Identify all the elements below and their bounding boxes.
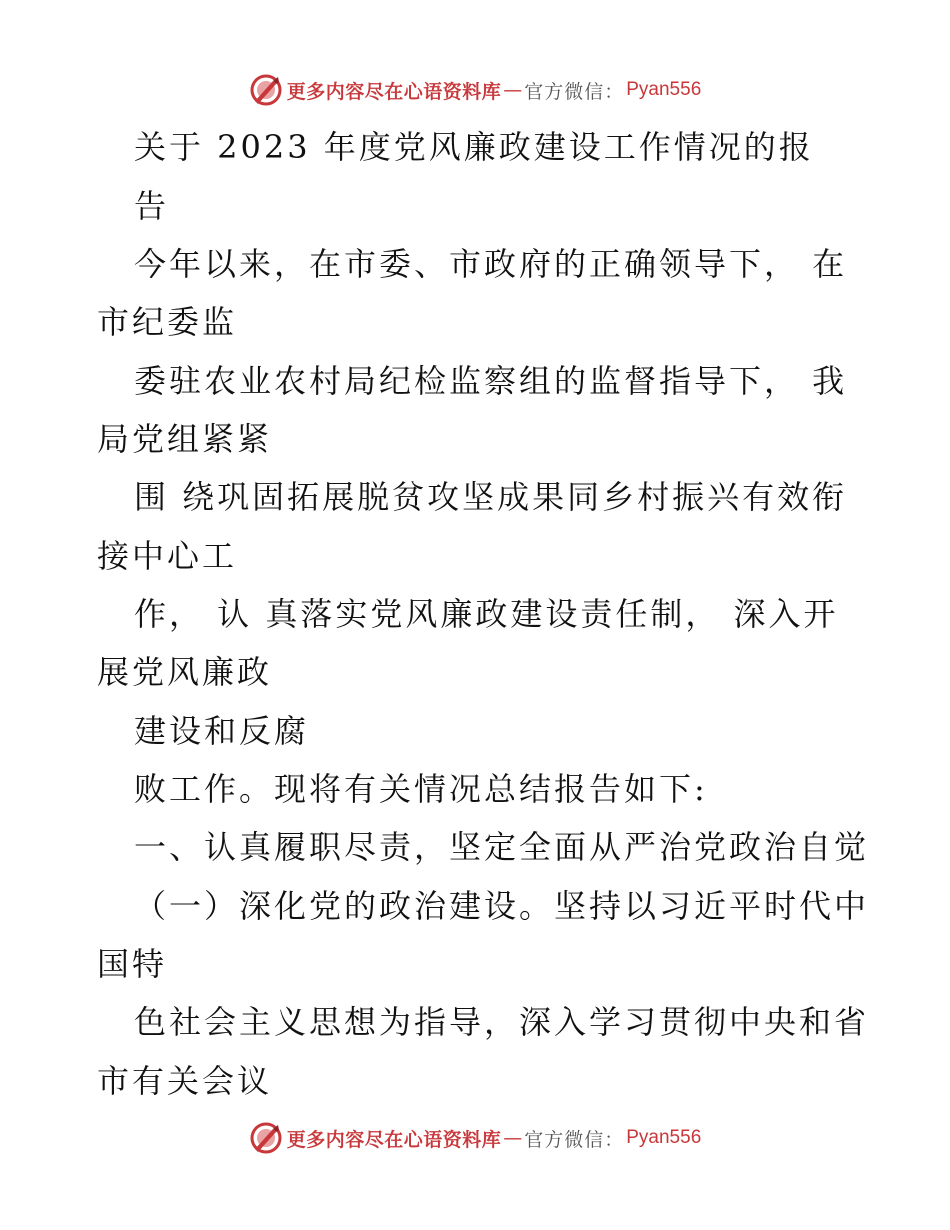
banner-wechat-label: 官方微信： xyxy=(524,80,625,103)
doc-text-line: 局党组紧紧 xyxy=(97,420,273,458)
doc-text-line: 委驻农业农村局纪检监察组的监督指导下， 我 xyxy=(134,362,848,400)
banner-wechat-label: 官方微信： xyxy=(524,1128,625,1151)
doc-text-line: 围 绕巩固拓展脱贫攻坚成果同乡村振兴有效衔 xyxy=(134,478,848,516)
footer-watermark xyxy=(0,1118,950,1158)
banner-wechat-id: Pyan556 xyxy=(626,1127,702,1148)
doc-text-line: 建设和反腐 xyxy=(134,712,310,750)
banner-lead-text: 更多内容尽在心语资料库 xyxy=(286,80,502,103)
banner-wechat-id: Pyan556 xyxy=(626,79,702,100)
doc-section-heading: 一、认真履职尽责，坚定全面从严治党政治自觉 xyxy=(134,828,870,866)
doc-text-line: 今年以来，在市委、市政府的正确领导下， 在 xyxy=(134,245,848,283)
banner-dash: — xyxy=(503,79,523,101)
doc-text-line: 色社会主义思想为指导，深入学习贯彻中央和省 xyxy=(134,1003,870,1041)
doc-subsection-heading: （一）深化党的政治建设。坚持以习近平时代中 xyxy=(134,887,870,925)
doc-text-line: 败工作。现将有关情况总结报告如下: xyxy=(134,770,708,808)
doc-text-line: 国特 xyxy=(97,945,168,983)
doc-text-line: 接中心工 xyxy=(97,537,238,575)
doc-title-line-1: 关于 2023 年度党风廉政建设工作情况的报 xyxy=(134,128,814,166)
doc-title-line-2: 告 xyxy=(134,187,170,225)
doc-text-line: 展党风廉政 xyxy=(97,653,273,691)
doc-text-line: 作， 认 真落实党风廉政建设责任制， 深入开 xyxy=(134,595,839,633)
banner-dash: — xyxy=(503,1127,523,1149)
banner-lead-text: 更多内容尽在心语资料库 xyxy=(286,1128,502,1151)
doc-text-line: 市有关会议 xyxy=(97,1062,273,1100)
red-seal-pen-icon xyxy=(249,1121,283,1155)
doc-text-line: 市纪委监 xyxy=(97,303,238,341)
